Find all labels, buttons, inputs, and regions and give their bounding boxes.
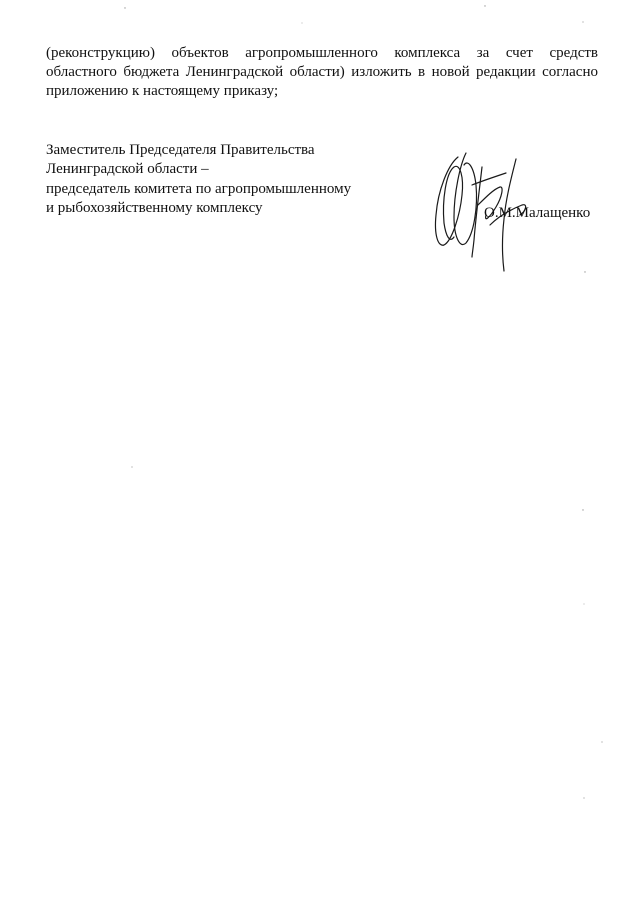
signatory-title-line: и рыбохозяйственному комплексу xyxy=(46,199,263,216)
paragraph-line: областного бюджета Ленинградской области) изложить в новой редакции согласно xyxy=(46,64,598,80)
signer-name: О.М.Малащенко xyxy=(484,205,591,221)
paragraph-line: (реконструкцию) объектов агропромышленного комплекса за счет средств xyxy=(46,45,598,61)
signatory-title xyxy=(46,141,351,218)
signatory-title-line: Заместитель Председателя Правительства xyxy=(46,142,315,158)
body-paragraph xyxy=(46,44,598,101)
signatory-title-line: председатель комитета по агропромышленному xyxy=(46,180,352,197)
paragraph-line: приложению к настоящему приказу; xyxy=(46,83,279,99)
signatory-title-line: Ленинградской области – xyxy=(46,161,209,178)
